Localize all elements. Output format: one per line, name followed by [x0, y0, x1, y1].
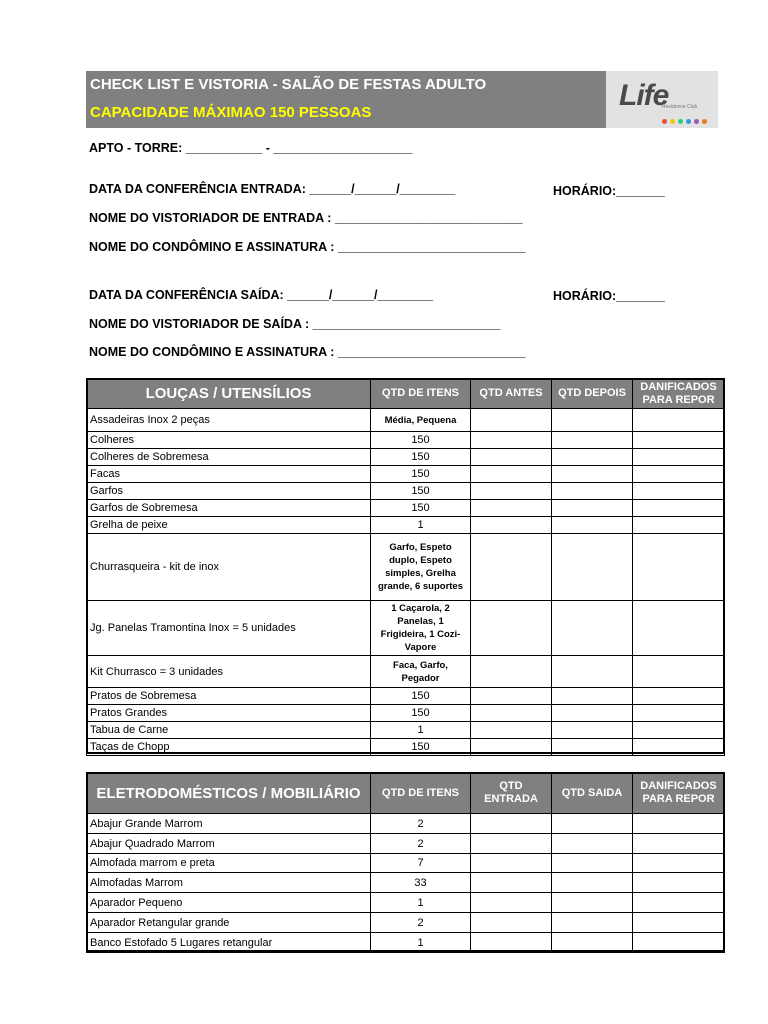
fill-cell[interactable] — [633, 483, 725, 500]
table-row — [87, 432, 725, 449]
fill-cell[interactable] — [552, 483, 633, 500]
fill-cell[interactable] — [471, 688, 552, 705]
fill-cell[interactable] — [552, 933, 633, 953]
item-qtd: Faca, Garfo, Pegador — [371, 656, 471, 688]
col-qtd-itens: QTD DE ITENS — [371, 773, 471, 814]
item-qtd: Garfo, Espeto duplo, Espeto simples, Grelha grande, 6 suportes — [371, 534, 471, 601]
logo-wordmark: Life — [619, 79, 669, 112]
item-qtd: 150 — [371, 705, 471, 722]
fill-cell[interactable] — [552, 449, 633, 466]
table-row — [87, 517, 725, 534]
item-name: Kit Churrasco = 3 unidades — [87, 656, 371, 688]
data-saida-field[interactable]: DATA DA CONFERÊNCIA SAÍDA: ______/______/________ — [89, 288, 434, 302]
item-qtd: 1 — [371, 722, 471, 739]
table-row — [87, 534, 725, 601]
fill-cell[interactable] — [552, 873, 633, 893]
col-danificados: DANIFICADOS PARA REPOR — [633, 773, 725, 814]
vistoriador-entrada-field[interactable]: NOME DO VISTORIADOR DE ENTRADA : ___________________________ — [89, 211, 523, 225]
fill-cell[interactable] — [471, 739, 552, 756]
fill-cell[interactable] — [633, 873, 725, 893]
table-row — [87, 483, 725, 500]
table-row — [87, 913, 725, 933]
item-name: Assadeiras Inox 2 peças — [87, 409, 371, 432]
fill-cell[interactable] — [471, 432, 552, 449]
fill-cell[interactable] — [471, 449, 552, 466]
fill-cell[interactable] — [633, 500, 725, 517]
table-row — [87, 834, 725, 854]
fill-cell[interactable] — [471, 500, 552, 517]
fill-cell[interactable] — [471, 483, 552, 500]
apto-torre-field[interactable]: APTO - TORRE: ___________ - ____________________ — [89, 141, 413, 155]
item-qtd: 2 — [371, 814, 471, 834]
item-name: Almofada marrom e preta — [87, 854, 371, 873]
table-row — [87, 601, 725, 656]
fill-cell[interactable] — [471, 722, 552, 739]
item-name: Abajur Quadrado Marrom — [87, 834, 371, 854]
fill-cell[interactable] — [471, 517, 552, 534]
item-qtd: 150 — [371, 449, 471, 466]
table-row — [87, 814, 725, 834]
table-row — [87, 739, 725, 756]
fill-cell[interactable] — [471, 893, 552, 913]
table-row — [87, 409, 725, 432]
table-row — [87, 854, 725, 873]
fill-cell[interactable] — [552, 500, 633, 517]
col-qtd-entrada: QTD ENTRADA — [471, 773, 552, 814]
eletro-header-row — [87, 773, 725, 814]
fill-cell[interactable] — [552, 814, 633, 834]
item-qtd: 150 — [371, 739, 471, 756]
item-name: Churrasqueira - kit de inox — [87, 534, 371, 601]
item-name: Pratos de Sobremesa — [87, 688, 371, 705]
col-qtd-depois: QTD DEPOIS — [552, 379, 633, 409]
item-qtd: 2 — [371, 834, 471, 854]
table-row — [87, 449, 725, 466]
fill-cell[interactable] — [633, 449, 725, 466]
fill-cell[interactable] — [471, 601, 552, 656]
fill-cell[interactable] — [552, 854, 633, 873]
item-qtd: 1 — [371, 933, 471, 953]
item-qtd: 7 — [371, 854, 471, 873]
item-name: Aparador Retangular grande — [87, 913, 371, 933]
item-qtd: 150 — [371, 483, 471, 500]
item-name: Almofadas Marrom — [87, 873, 371, 893]
fill-cell[interactable] — [471, 466, 552, 483]
fill-cell[interactable] — [552, 722, 633, 739]
table-row — [87, 656, 725, 688]
fill-cell[interactable] — [552, 534, 633, 601]
table-row — [87, 893, 725, 913]
item-name: Tabua de Carne — [87, 722, 371, 739]
fill-cell[interactable] — [633, 409, 725, 432]
fill-cell[interactable] — [633, 913, 725, 933]
fill-cell[interactable] — [633, 739, 725, 756]
item-name: Grelha de peixe — [87, 517, 371, 534]
fill-cell[interactable] — [471, 409, 552, 432]
item-qtd: 1 — [371, 517, 471, 534]
document-title: CHECK LIST E VISTORIA - SALÃO DE FESTAS ADULTO — [90, 76, 487, 93]
life-logo — [606, 71, 718, 128]
horario-saida-field[interactable]: HORÁRIO:_______ — [553, 289, 665, 303]
table-row — [87, 705, 725, 722]
condomino-saida-field[interactable]: NOME DO CONDÔMINO E ASSINATURA : ___________________________ — [89, 345, 526, 359]
fill-cell[interactable] — [552, 409, 633, 432]
fill-cell[interactable] — [633, 432, 725, 449]
data-entrada-field[interactable]: DATA DA CONFERÊNCIA ENTRADA: ______/______/________ — [89, 182, 456, 196]
col-qtd-itens: QTD DE ITENS — [371, 379, 471, 409]
item-qtd: 150 — [371, 688, 471, 705]
fill-cell[interactable] — [633, 601, 725, 656]
fill-cell[interactable] — [552, 432, 633, 449]
fill-cell[interactable] — [633, 722, 725, 739]
loucas-section-title: LOUÇAS / UTENSÍLIOS — [87, 379, 371, 409]
fill-cell[interactable] — [633, 534, 725, 601]
item-name: Jg. Panelas Tramontina Inox = 5 unidades — [87, 601, 371, 656]
fill-cell[interactable] — [552, 688, 633, 705]
fill-cell[interactable] — [471, 854, 552, 873]
vistoriador-saida-field[interactable]: NOME DO VISTORIADOR DE SAÍDA : ___________________________ — [89, 317, 501, 331]
item-qtd: 1 — [371, 893, 471, 913]
table-row — [87, 466, 725, 483]
fill-cell[interactable] — [633, 893, 725, 913]
item-name: Taças de Chopp — [87, 739, 371, 756]
fill-cell[interactable] — [471, 705, 552, 722]
fill-cell[interactable] — [471, 933, 552, 953]
fill-cell[interactable] — [471, 834, 552, 854]
fill-cell[interactable] — [633, 466, 725, 483]
eletro-table — [86, 772, 725, 953]
item-name: Garfos — [87, 483, 371, 500]
fill-cell[interactable] — [552, 705, 633, 722]
item-qtd: 150 — [371, 466, 471, 483]
fill-cell[interactable] — [633, 705, 725, 722]
item-qtd: Média, Pequena — [371, 409, 471, 432]
table-row — [87, 500, 725, 517]
item-qtd: 33 — [371, 873, 471, 893]
item-name: Colheres de Sobremesa — [87, 449, 371, 466]
fill-cell[interactable] — [633, 688, 725, 705]
fill-cell[interactable] — [552, 517, 633, 534]
col-qtd-saida: QTD SAIDA — [552, 773, 633, 814]
table-row — [87, 933, 725, 953]
fill-cell[interactable] — [552, 656, 633, 688]
col-qtd-antes: QTD ANTES — [471, 379, 552, 409]
fill-cell[interactable] — [552, 739, 633, 756]
capacity-subtitle: CAPACIDADE MÁXIMAO 150 PESSOAS — [90, 104, 372, 121]
header-band — [86, 71, 606, 128]
fill-cell[interactable] — [471, 656, 552, 688]
logo-dots-icon — [662, 111, 710, 129]
item-name: Pratos Grandes — [87, 705, 371, 722]
fill-cell[interactable] — [552, 601, 633, 656]
fill-cell[interactable] — [633, 854, 725, 873]
item-qtd: 150 — [371, 432, 471, 449]
loucas-header-row — [87, 379, 725, 409]
eletro-section-title: ELETRODOMÉSTICOS / MOBILIÁRIO — [87, 773, 371, 814]
fill-cell[interactable] — [471, 913, 552, 933]
fill-cell[interactable] — [552, 466, 633, 483]
fill-cell[interactable] — [633, 814, 725, 834]
fill-cell[interactable] — [471, 873, 552, 893]
horario-entrada-field[interactable]: HORÁRIO:_______ — [553, 184, 665, 198]
item-qtd: 2 — [371, 913, 471, 933]
fill-cell[interactable] — [552, 834, 633, 854]
condomino-entrada-field[interactable]: NOME DO CONDÔMINO E ASSINATURA : ___________________________ — [89, 240, 526, 254]
item-name: Facas — [87, 466, 371, 483]
fill-cell[interactable] — [633, 656, 725, 688]
fill-cell[interactable] — [471, 534, 552, 601]
item-qtd: 1 Caçarola, 2 Panelas, 1 Frigideira, 1 Cozi-Vapore — [371, 601, 471, 656]
item-name: Garfos de Sobremesa — [87, 500, 371, 517]
item-name: Abajur Grande Marrom — [87, 814, 371, 834]
fill-cell[interactable] — [633, 933, 725, 953]
fill-cell[interactable] — [633, 834, 725, 854]
item-qtd: 150 — [371, 500, 471, 517]
item-name: Banco Estofado 5 Lugares retangular — [87, 933, 371, 953]
fill-cell[interactable] — [471, 814, 552, 834]
col-danificados: DANIFICADOS PARA REPOR — [633, 379, 725, 409]
table-row — [87, 722, 725, 739]
logo-tagline: Residence Club — [662, 104, 698, 110]
table-row — [87, 688, 725, 705]
fill-cell[interactable] — [633, 517, 725, 534]
loucas-table — [86, 378, 725, 756]
item-name: Colheres — [87, 432, 371, 449]
fill-cell[interactable] — [552, 913, 633, 933]
item-name: Aparador Pequeno — [87, 893, 371, 913]
table-row — [87, 873, 725, 893]
fill-cell[interactable] — [552, 893, 633, 913]
